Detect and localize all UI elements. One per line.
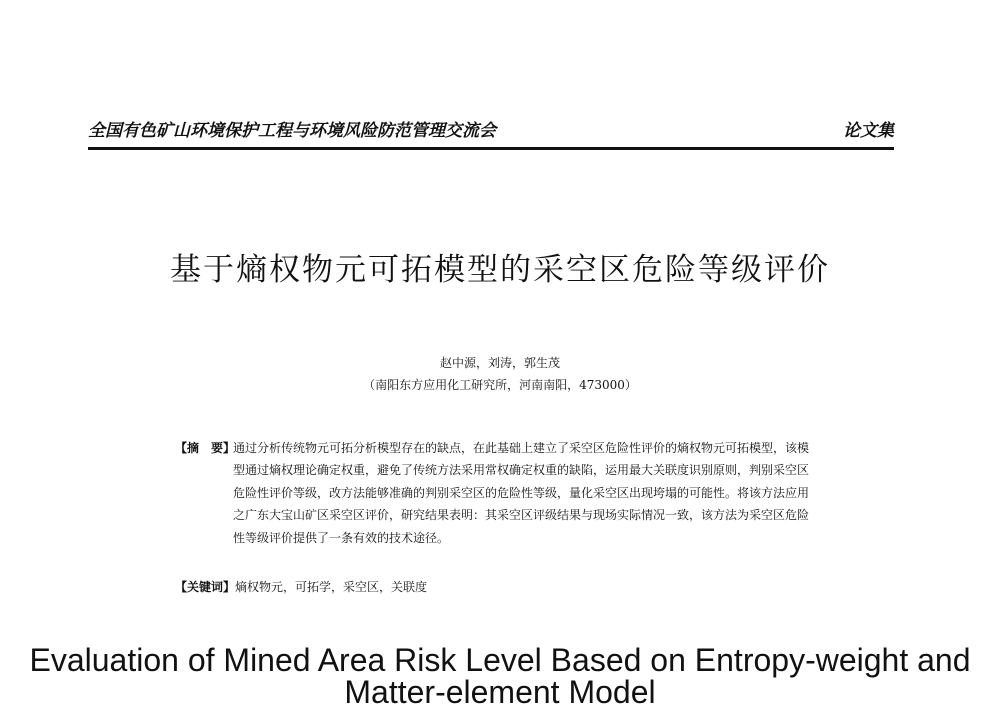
keywords [175,578,815,595]
authors: 赵中源，刘涛，郭生茂 [439,356,560,370]
affiliation: （南阳东方应用化工研究所，河南南阳，473000） [363,378,637,392]
running-header [88,112,894,140]
paper-title-cn: 基于熵权物元可拓模型的采空区危险等级评价 [170,252,830,288]
section-name: 论文集 [843,121,894,141]
abstract [175,437,815,549]
abstract-body: 通过分析传统物元可拓分析模型存在的缺点，在此基础上建立了采空区危险性评价的熵权物元可拓模型，该模型通过熵权理论确定权重，避免了传统方法采用常权确定权重的缺陷，运用最大关联度识别原则，判别采空区危险性评价等级，改方法能够准确的判别采空区的危险性等级，量化采空区出现垮塌的可能性。将该方法应用之广东大宝山矿区采空区评价，研究结果表明：其采空区评级结果与现场实际情况一致，该方法为采空区危险性等级评价提供了一条有效的技术途径。 [233,441,810,545]
abstract-label: 【摘 要】 [175,441,236,455]
paper-title-en: Evaluation of Mined Area Risk Level Based on Entropy-weight and Matter-element Model [29,642,971,710]
header-rule [88,147,894,150]
conference-name: 全国有色矿山环境保护工程与环境风险防范管理交流会 [88,121,496,141]
keywords-text: 熵权物元，可拓学，采空区，关联度 [235,580,428,594]
keywords-label: 【关键词】 [175,580,236,594]
